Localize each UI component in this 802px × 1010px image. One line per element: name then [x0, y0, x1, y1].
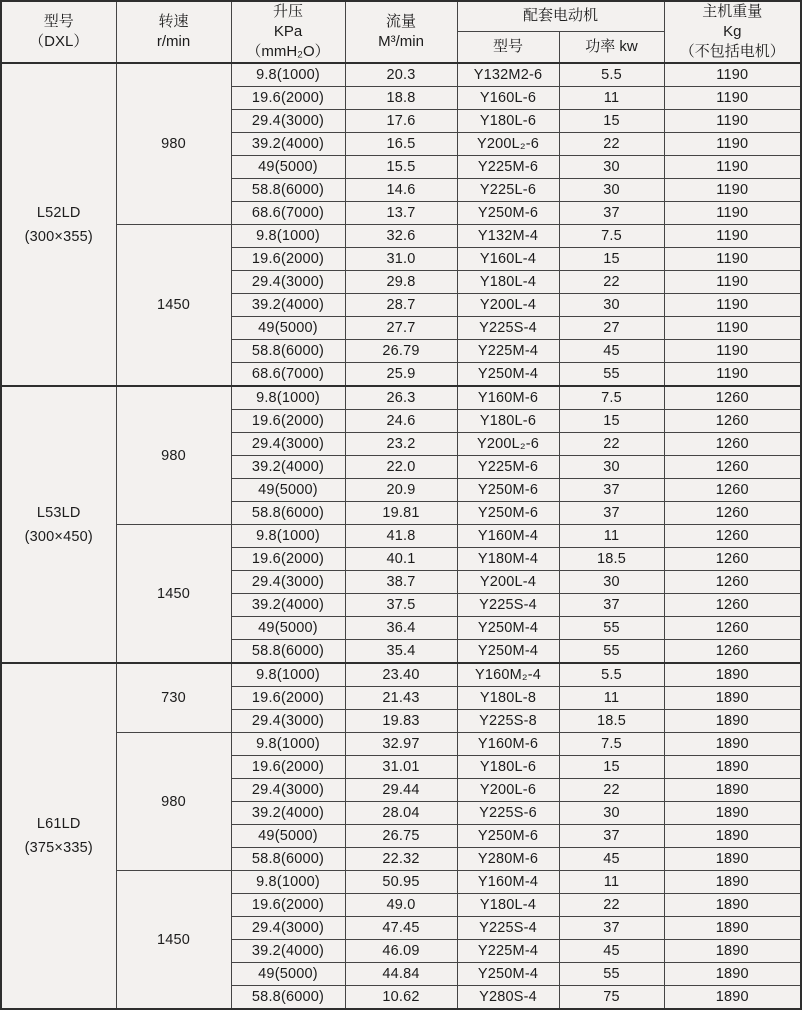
header-weight-line1: 主机重量 [702, 3, 763, 20]
flow-cell: 15.5 [345, 156, 457, 179]
pressure-cell: 49(5000) [231, 156, 345, 179]
pressure-cell: 68.6(7000) [231, 363, 345, 387]
motor-power-cell: 30 [559, 156, 664, 179]
motor-power-cell: 37 [559, 202, 664, 225]
motor-power-cell: 11 [559, 525, 664, 548]
pressure-cell: 39.2(4000) [231, 594, 345, 617]
flow-cell: 27.7 [345, 317, 457, 340]
motor-model-cell: Y180L-6 [457, 410, 559, 433]
pressure-cell: 19.6(2000) [231, 894, 345, 917]
pressure-cell: 58.8(6000) [231, 986, 345, 1010]
flow-cell: 17.6 [345, 110, 457, 133]
speed-cell: 1450 [116, 871, 231, 1010]
model-line: L61LD [36, 816, 81, 832]
flow-cell: 37.5 [345, 594, 457, 617]
speed-cell: 980 [116, 386, 231, 525]
motor-power-cell: 22 [559, 433, 664, 456]
pressure-cell: 19.6(2000) [231, 87, 345, 110]
motor-power-cell: 37 [559, 825, 664, 848]
motor-model-cell: Y180M-4 [457, 548, 559, 571]
motor-model-cell: Y160M-4 [457, 525, 559, 548]
weight-cell: 1260 [664, 502, 801, 525]
header-pressure-line2: KPa [273, 23, 303, 40]
flow-cell: 40.1 [345, 548, 457, 571]
weight-cell: 1260 [664, 640, 801, 664]
flow-cell: 25.9 [345, 363, 457, 387]
pressure-cell: 19.6(2000) [231, 248, 345, 271]
weight-cell: 1260 [664, 548, 801, 571]
pressure-cell: 39.2(4000) [231, 456, 345, 479]
motor-model-cell: Y250M-6 [457, 825, 559, 848]
header-flow-line2: M³/min [378, 33, 424, 50]
flow-cell: 41.8 [345, 525, 457, 548]
flow-cell: 19.81 [345, 502, 457, 525]
motor-power-cell: 45 [559, 340, 664, 363]
speed-cell: 1450 [116, 525, 231, 664]
weight-cell: 1890 [664, 848, 801, 871]
motor-power-cell: 30 [559, 294, 664, 317]
table-row [1, 733, 801, 756]
weight-cell: 1890 [664, 894, 801, 917]
speed-cell: 980 [116, 63, 231, 225]
motor-power-cell: 15 [559, 248, 664, 271]
header-pressure [231, 1, 345, 63]
flow-cell: 26.3 [345, 386, 457, 410]
motor-power-cell: 75 [559, 986, 664, 1010]
flow-cell: 24.6 [345, 410, 457, 433]
motor-power-cell: 22 [559, 779, 664, 802]
speed-cell: 1450 [116, 225, 231, 387]
weight-cell: 1190 [664, 156, 801, 179]
header-model-line2: （DXL） [29, 33, 89, 50]
motor-model-cell: Y250M-6 [457, 202, 559, 225]
pressure-cell: 49(5000) [231, 963, 345, 986]
motor-model-cell: Y225M-4 [457, 940, 559, 963]
model-line: (375×335) [24, 840, 93, 856]
flow-cell: 21.43 [345, 687, 457, 710]
model-cell [1, 386, 116, 663]
model-cell [1, 663, 116, 1009]
pressure-cell: 19.6(2000) [231, 756, 345, 779]
pressure-cell: 49(5000) [231, 617, 345, 640]
motor-power-cell: 37 [559, 502, 664, 525]
motor-power-cell: 30 [559, 456, 664, 479]
weight-cell: 1890 [664, 940, 801, 963]
weight-cell: 1890 [664, 710, 801, 733]
pressure-cell: 29.4(3000) [231, 917, 345, 940]
flow-cell: 31.01 [345, 756, 457, 779]
weight-cell: 1890 [664, 871, 801, 894]
motor-model-cell: Y132M-4 [457, 225, 559, 248]
motor-model-cell: Y200L-6 [457, 779, 559, 802]
flow-cell: 10.62 [345, 986, 457, 1010]
weight-cell: 1890 [664, 986, 801, 1010]
spec-table-body [1, 63, 801, 1009]
model-line: L53LD [36, 504, 81, 521]
weight-cell: 1260 [664, 433, 801, 456]
motor-model-cell: Y280M-6 [457, 848, 559, 871]
weight-cell: 1190 [664, 271, 801, 294]
flow-cell: 50.95 [345, 871, 457, 894]
weight-cell: 1890 [664, 733, 801, 756]
motor-power-cell: 15 [559, 110, 664, 133]
flow-cell: 13.7 [345, 202, 457, 225]
motor-power-cell: 7.5 [559, 733, 664, 756]
motor-model-cell: Y250M-4 [457, 963, 559, 986]
weight-cell: 1190 [664, 63, 801, 87]
speed-cell: 730 [116, 663, 231, 733]
pressure-cell: 39.2(4000) [231, 133, 345, 156]
motor-model-cell: Y160M-4 [457, 871, 559, 894]
flow-cell: 26.79 [345, 340, 457, 363]
flow-cell: 49.0 [345, 894, 457, 917]
weight-cell: 1260 [664, 456, 801, 479]
flow-cell: 32.6 [345, 225, 457, 248]
flow-cell: 18.8 [345, 87, 457, 110]
motor-model-cell: Y180L-6 [457, 756, 559, 779]
motor-power-cell: 30 [559, 179, 664, 202]
flow-cell: 28.04 [345, 802, 457, 825]
motor-model-cell: Y250M-6 [457, 502, 559, 525]
header-weight [664, 1, 801, 63]
speed-cell: 980 [116, 733, 231, 871]
motor-model-cell: Y160L-4 [457, 248, 559, 271]
motor-model-cell: Y280S-4 [457, 986, 559, 1010]
header-weight-line3: （不包括电机） [679, 43, 785, 60]
motor-power-cell: 22 [559, 271, 664, 294]
motor-model-cell: Y225M-4 [457, 340, 559, 363]
pressure-cell: 58.8(6000) [231, 848, 345, 871]
motor-power-cell: 55 [559, 963, 664, 986]
weight-cell: 1190 [664, 225, 801, 248]
weight-cell: 1190 [664, 363, 801, 387]
motor-power-cell: 18.5 [559, 710, 664, 733]
header-motor-group: 配套电动机 [457, 1, 664, 31]
weight-cell: 1890 [664, 963, 801, 986]
flow-cell: 35.4 [345, 640, 457, 664]
pressure-cell: 49(5000) [231, 317, 345, 340]
weight-cell: 1260 [664, 617, 801, 640]
motor-model-cell: Y180L-8 [457, 687, 559, 710]
flow-cell: 14.6 [345, 179, 457, 202]
motor-model-cell: Y160M-6 [457, 733, 559, 756]
motor-power-cell: 11 [559, 87, 664, 110]
motor-power-cell: 11 [559, 871, 664, 894]
header-model-line1: 型号 [43, 13, 74, 30]
motor-power-cell: 11 [559, 687, 664, 710]
pressure-cell: 29.4(3000) [231, 571, 345, 594]
motor-model-cell: Y250M-4 [457, 640, 559, 664]
weight-cell: 1260 [664, 479, 801, 502]
motor-power-cell: 30 [559, 571, 664, 594]
motor-model-cell: Y160M₂-4 [457, 663, 559, 687]
weight-cell: 1190 [664, 317, 801, 340]
header-row-1 [1, 1, 801, 31]
weight-cell: 1260 [664, 571, 801, 594]
weight-cell: 1260 [664, 525, 801, 548]
pressure-cell: 9.8(1000) [231, 525, 345, 548]
weight-cell: 1190 [664, 133, 801, 156]
weight-cell: 1190 [664, 179, 801, 202]
pressure-cell: 58.8(6000) [231, 179, 345, 202]
pressure-cell: 58.8(6000) [231, 502, 345, 525]
motor-model-cell: Y225L-6 [457, 179, 559, 202]
motor-model-cell: Y225S-6 [457, 802, 559, 825]
header-model [1, 1, 116, 63]
pressure-cell: 49(5000) [231, 825, 345, 848]
weight-cell: 1190 [664, 340, 801, 363]
motor-model-cell: Y225S-4 [457, 917, 559, 940]
weight-cell: 1890 [664, 687, 801, 710]
pressure-cell: 29.4(3000) [231, 433, 345, 456]
pressure-cell: 39.2(4000) [231, 802, 345, 825]
pressure-cell: 9.8(1000) [231, 225, 345, 248]
flow-cell: 22.32 [345, 848, 457, 871]
motor-power-cell: 18.5 [559, 548, 664, 571]
pressure-cell: 9.8(1000) [231, 386, 345, 410]
motor-model-cell: Y250M-6 [457, 479, 559, 502]
motor-model-cell: Y225M-6 [457, 156, 559, 179]
motor-power-cell: 22 [559, 894, 664, 917]
flow-cell: 23.40 [345, 663, 457, 687]
flow-cell: 44.84 [345, 963, 457, 986]
motor-power-cell: 22 [559, 133, 664, 156]
motor-power-cell: 15 [559, 756, 664, 779]
table-row [1, 386, 801, 410]
motor-model-cell: Y250M-4 [457, 617, 559, 640]
motor-model-cell: Y200L₂-6 [457, 133, 559, 156]
model-line: (300×355) [24, 228, 93, 245]
motor-model-cell: Y225S-4 [457, 594, 559, 617]
motor-model-cell: Y180L-4 [457, 271, 559, 294]
pressure-cell: 58.8(6000) [231, 640, 345, 664]
flow-cell: 46.09 [345, 940, 457, 963]
table-row [1, 225, 801, 248]
flow-cell: 22.0 [345, 456, 457, 479]
table-row [1, 525, 801, 548]
weight-cell: 1190 [664, 294, 801, 317]
flow-cell: 19.83 [345, 710, 457, 733]
pressure-cell: 9.8(1000) [231, 63, 345, 87]
pressure-cell: 19.6(2000) [231, 687, 345, 710]
header-motor-model: 型号 [457, 31, 559, 63]
pressure-cell: 29.4(3000) [231, 710, 345, 733]
motor-model-cell: Y225M-6 [457, 456, 559, 479]
weight-cell: 1890 [664, 917, 801, 940]
pressure-cell: 9.8(1000) [231, 733, 345, 756]
motor-power-cell: 55 [559, 617, 664, 640]
motor-power-cell: 7.5 [559, 225, 664, 248]
weight-cell: 1890 [664, 756, 801, 779]
weight-cell: 1190 [664, 110, 801, 133]
motor-power-cell: 45 [559, 940, 664, 963]
pressure-cell: 29.4(3000) [231, 110, 345, 133]
motor-power-cell: 15 [559, 410, 664, 433]
flow-cell: 26.75 [345, 825, 457, 848]
pressure-cell: 9.8(1000) [231, 663, 345, 687]
flow-cell: 20.9 [345, 479, 457, 502]
model-line: L52LD [36, 204, 81, 221]
header-speed-line2: r/min [156, 33, 191, 50]
weight-cell: 1890 [664, 802, 801, 825]
model-cell [1, 63, 116, 386]
table-row [1, 871, 801, 894]
motor-model-cell: Y160M-6 [457, 386, 559, 410]
header-pressure-line1: 升压 [272, 3, 303, 20]
header-weight-line2: Kg [723, 23, 742, 40]
pressure-cell: 9.8(1000) [231, 871, 345, 894]
weight-cell: 1260 [664, 410, 801, 433]
motor-power-cell: 45 [559, 848, 664, 871]
motor-power-cell: 7.5 [559, 386, 664, 410]
pressure-cell: 58.8(6000) [231, 340, 345, 363]
motor-model-cell: Y200L-4 [457, 294, 559, 317]
flow-cell: 20.3 [345, 63, 457, 87]
pressure-cell: 29.4(3000) [231, 779, 345, 802]
flow-cell: 29.44 [345, 779, 457, 802]
motor-power-cell: 30 [559, 802, 664, 825]
motor-power-cell: 55 [559, 640, 664, 664]
pressure-cell: 19.6(2000) [231, 548, 345, 571]
flow-cell: 47.45 [345, 917, 457, 940]
pressure-cell: 29.4(3000) [231, 271, 345, 294]
flow-cell: 32.97 [345, 733, 457, 756]
flow-cell: 29.8 [345, 271, 457, 294]
flow-cell: 31.0 [345, 248, 457, 271]
motor-model-cell: Y160L-6 [457, 87, 559, 110]
flow-cell: 36.4 [345, 617, 457, 640]
pressure-cell: 19.6(2000) [231, 410, 345, 433]
motor-power-cell: 5.5 [559, 63, 664, 87]
header-speed-line1: 转速 [158, 13, 189, 30]
motor-power-cell: 37 [559, 594, 664, 617]
weight-cell: 1890 [664, 825, 801, 848]
header-motor-power: 功率 kw [559, 31, 664, 63]
flow-cell: 23.2 [345, 433, 457, 456]
header-pressure-line3: （mmH₂O） [246, 43, 330, 60]
motor-power-cell: 5.5 [559, 663, 664, 687]
weight-cell: 1190 [664, 87, 801, 110]
weight-cell: 1190 [664, 202, 801, 225]
flow-cell: 28.7 [345, 294, 457, 317]
motor-power-cell: 37 [559, 917, 664, 940]
flow-cell: 38.7 [345, 571, 457, 594]
table-row [1, 63, 801, 87]
motor-model-cell: Y225S-8 [457, 710, 559, 733]
motor-power-cell: 27 [559, 317, 664, 340]
weight-cell: 1260 [664, 594, 801, 617]
motor-model-cell: Y180L-4 [457, 894, 559, 917]
motor-model-cell: Y225S-4 [457, 317, 559, 340]
table-header [1, 1, 801, 63]
motor-power-cell: 37 [559, 479, 664, 502]
weight-cell: 1190 [664, 248, 801, 271]
motor-model-cell: Y180L-6 [457, 110, 559, 133]
pressure-cell: 49(5000) [231, 479, 345, 502]
motor-model-cell: Y200L₂-6 [457, 433, 559, 456]
table-row [1, 663, 801, 687]
pressure-cell: 68.6(7000) [231, 202, 345, 225]
weight-cell: 1260 [664, 386, 801, 410]
motor-model-cell: Y132M2-6 [457, 63, 559, 87]
pressure-cell: 39.2(4000) [231, 294, 345, 317]
flow-cell: 16.5 [345, 133, 457, 156]
weight-cell: 1890 [664, 779, 801, 802]
motor-model-cell: Y250M-4 [457, 363, 559, 387]
motor-model-cell: Y200L-4 [457, 571, 559, 594]
header-speed [116, 1, 231, 63]
model-line: (300×450) [24, 528, 93, 545]
weight-cell: 1890 [664, 663, 801, 687]
motor-power-cell: 55 [559, 363, 664, 387]
pressure-cell: 39.2(4000) [231, 940, 345, 963]
header-flow-line1: 流量 [385, 13, 416, 30]
header-flow [345, 1, 457, 63]
